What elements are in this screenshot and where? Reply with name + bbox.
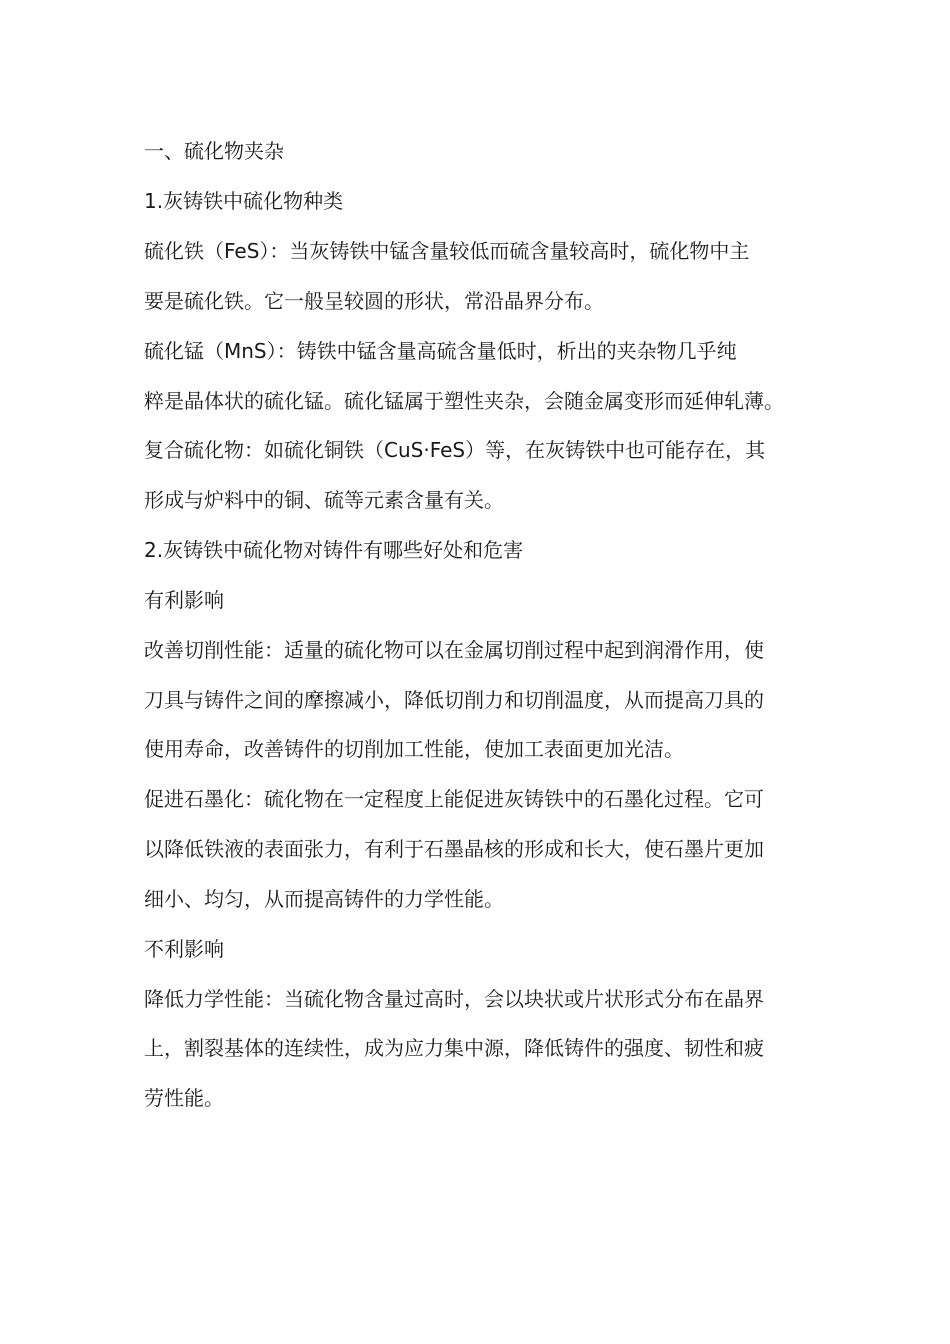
paragraph-line: 粹是晶体状的硫化锰。硫化锰属于塑性夹杂，会随金属变形而延伸轧薄。: [144, 389, 784, 413]
paragraph-line: 要是硫化铁。它一般呈较圆的形状，常沿晶界分布。: [144, 289, 604, 313]
paragraph-line: 细小、均匀，从而提高铸件的力学性能。: [144, 887, 504, 911]
paragraph-line: 硫化锰（MnS）：铸铁中锰含量高硫含量低时，析出的夹杂物几乎纯: [144, 339, 737, 363]
paragraph-line: 复合硫化物：如硫化铜铁（CuS·FeS）等，在灰铸铁中也可能存在，其: [144, 438, 766, 462]
paragraph-line: 降低力学性能：当硫化物含量过高时，会以块状或片状形式分布在晶界: [144, 987, 764, 1011]
paragraph-line: 硫化铁（FeS）：当灰铸铁中锰含量较低而硫含量较高时，硫化物中主: [144, 239, 750, 263]
paragraph-line: 改善切削性能：适量的硫化物可以在金属切削过程中起到润滑作用，使: [144, 638, 764, 662]
section-heading: 一、硫化物夹杂: [144, 139, 284, 163]
subheading: 有利影响: [144, 588, 224, 612]
paragraph-line: 上，割裂基体的连续性，成为应力集中源，降低铸件的强度、韧性和疲: [144, 1036, 764, 1060]
paragraph-line: 刀具与铸件之间的摩擦减小，降低切削力和切削温度，从而提高刀具的: [144, 688, 764, 712]
paragraph-line: 促进石墨化：硫化物在一定程度上能促进灰铸铁中的石墨化过程。它可: [144, 787, 764, 811]
subheading: 不利影响: [144, 937, 224, 961]
subsection-heading: 2.灰铸铁中硫化物对铸件有哪些好处和危害: [144, 538, 524, 562]
paragraph-line: 以降低铁液的表面张力，有利于石墨晶核的形成和长大，使石墨片更加: [144, 837, 764, 861]
paragraph-line: 使用寿命，改善铸件的切削加工性能，使加工表面更加光洁。: [144, 737, 684, 761]
subsection-heading: 1.灰铸铁中硫化物种类: [144, 189, 344, 213]
paragraph-line: 劳性能。: [144, 1086, 224, 1110]
paragraph-line: 形成与炉料中的铜、硫等元素含量有关。: [144, 488, 504, 512]
